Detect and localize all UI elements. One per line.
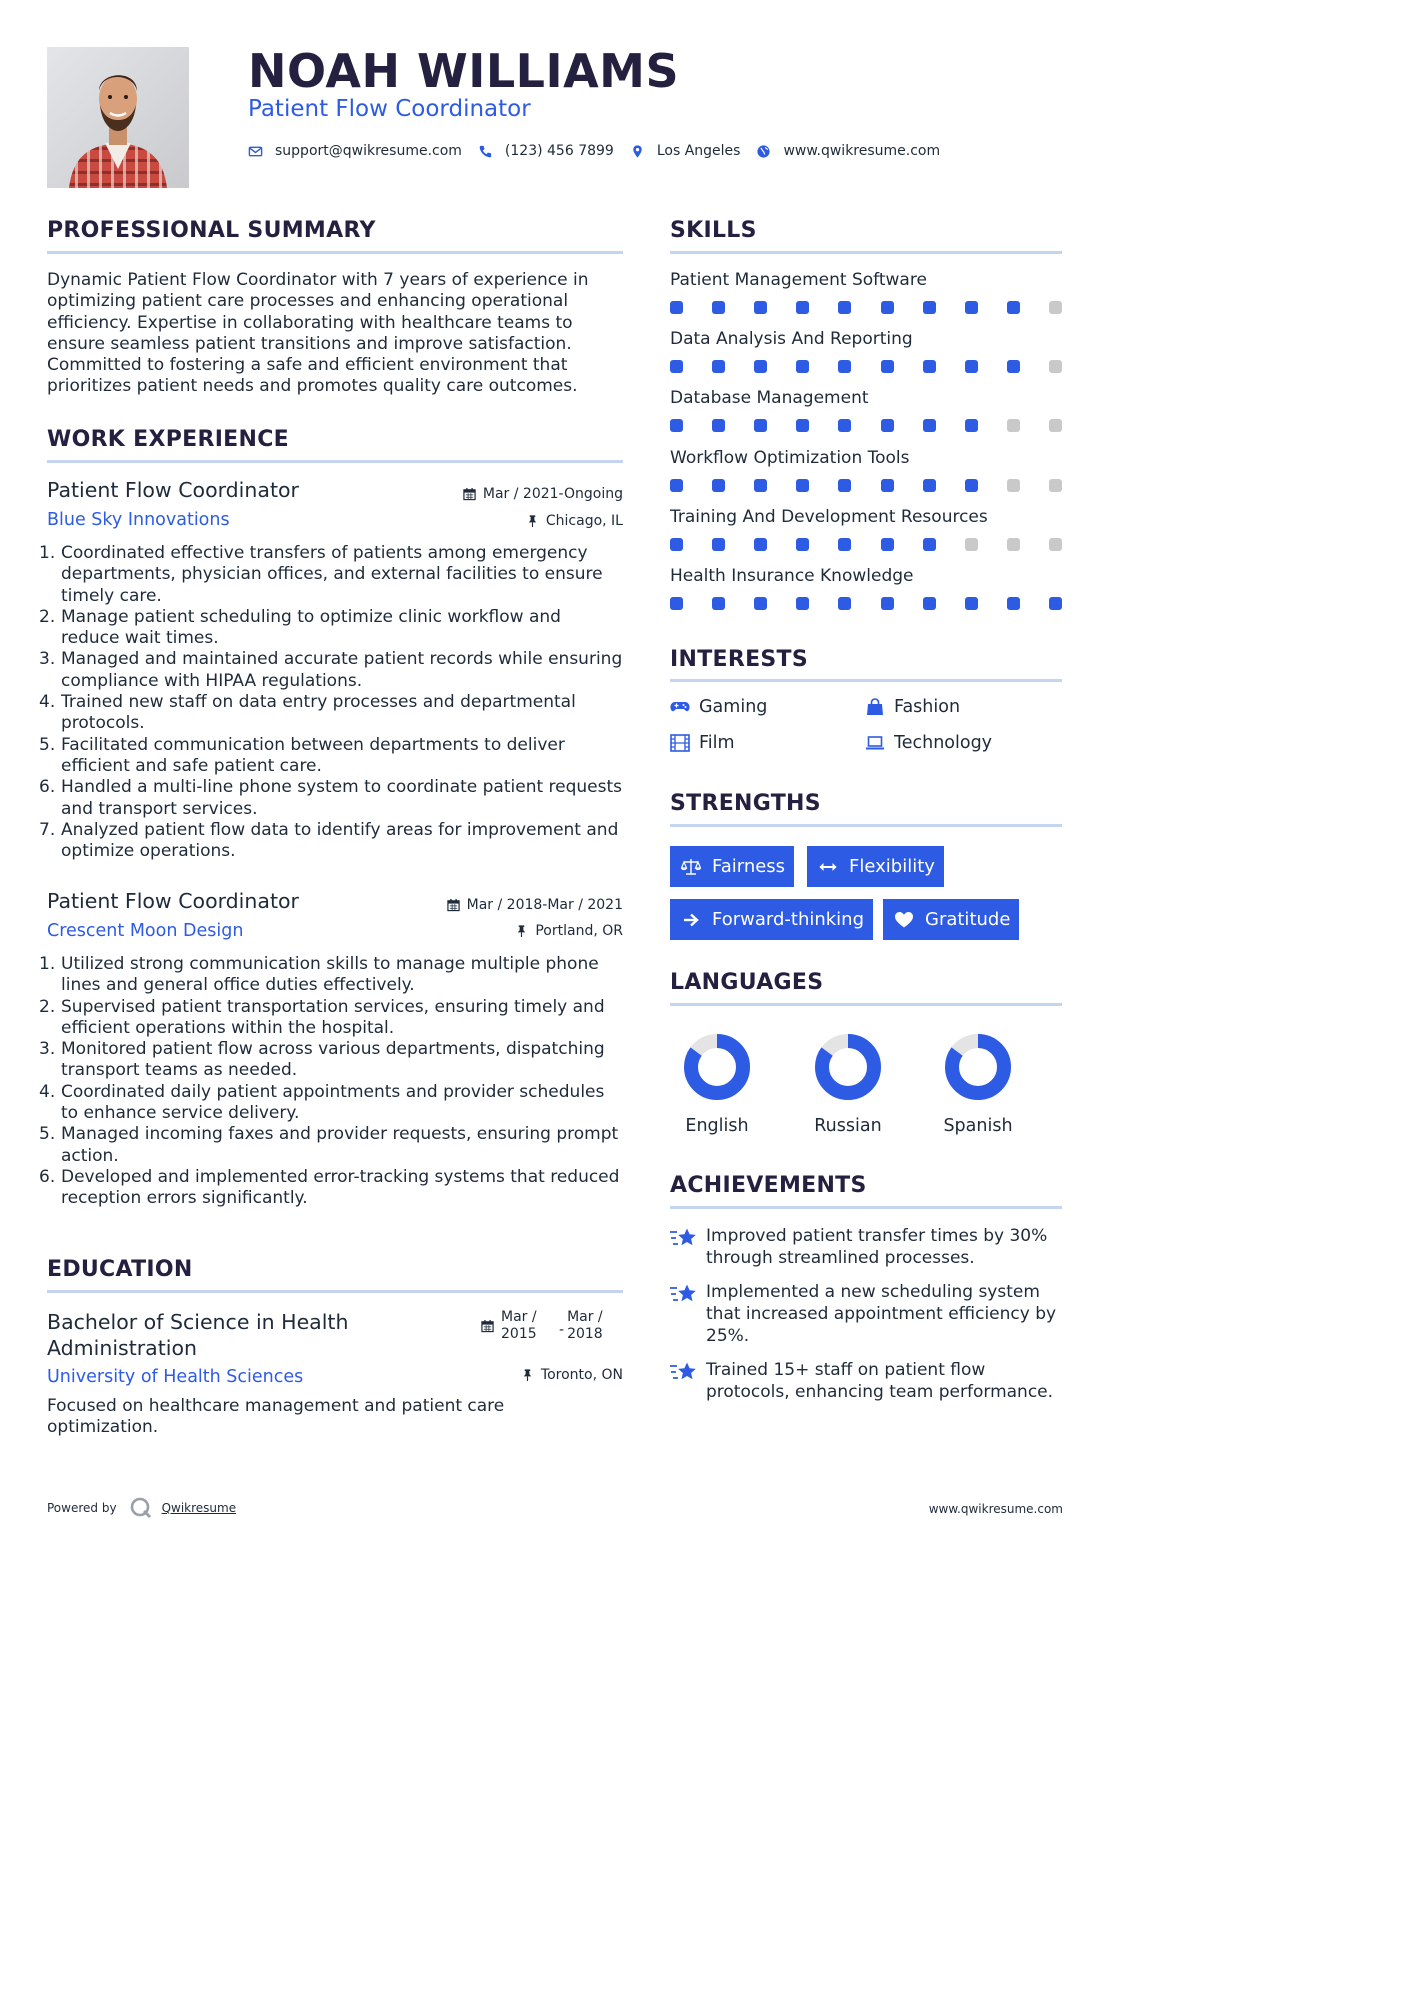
language-name: English [685,1116,749,1136]
strength-badge-flexibility [807,846,944,887]
skills-divider [670,251,1062,254]
rating-dot-empty [965,538,978,551]
phone-text: (123) 456 7899 [504,143,614,159]
rating-dot-filled [1007,301,1020,314]
interest-label: Film [699,733,735,753]
list-item: 5. Facilitated communication between departments to deliver efficient and safe patient care. [39,734,565,776]
rating-dot-filled [965,479,978,492]
skills-heading: SKILLS [670,218,757,243]
phone-icon [478,144,493,159]
experience-heading: WORK EXPERIENCE [47,427,289,452]
job-2-location [515,923,623,939]
contact-phone[interactable] [478,143,614,159]
contact-email[interactable] [248,143,462,159]
strength-badge-forward-thinking [670,899,873,940]
rating-dot-filled [796,538,809,551]
skill-rating [670,479,1062,493]
rating-dot-filled [712,419,725,432]
list-item: 1. Utilized strong communication skills to manage multiple phone lines and general office duties effectively. [39,954,599,996]
rating-dot-empty [1049,360,1062,373]
language-item [672,1032,762,1136]
language-proficiency-ring [682,1032,752,1102]
gamepad-icon [670,698,690,716]
pushpin-icon [521,1368,534,1382]
language-item [803,1032,893,1136]
interest-label: Fashion [894,697,961,717]
interest-film [670,733,735,753]
achievements-heading: ACHIEVEMENTS [670,1173,867,1198]
education-location [521,1367,623,1383]
envelope-icon [248,144,263,159]
list-item: 1. Coordinated effective transfers of patients among emergency departments, physician offices, and external facilities to ensure timely care. [39,543,603,606]
powered-by [47,1496,236,1520]
interest-label: Technology [894,733,993,753]
arrows-horizontal-icon [818,858,838,876]
rating-dot-filled [712,301,725,314]
rating-dot-filled [965,419,978,432]
rating-dot-filled [670,419,683,432]
skill-rating [670,419,1062,433]
job-2-title: Patient Flow Coordinator [47,889,299,913]
shooting-star-icon [670,1227,697,1249]
education-dates [481,1309,609,1343]
profile-photo [47,47,189,188]
strength-label: Fairness [712,856,786,877]
rating-dot-filled [965,360,978,373]
rating-dot-filled [670,360,683,373]
rating-dot-filled [670,597,683,610]
balance-scale-icon [681,858,701,876]
rating-dot-filled [923,301,936,314]
job-1-date-text: Mar / 2021-Ongoing [482,486,623,502]
powered-by-label: Powered by [47,1501,117,1515]
rating-dot-filled [1007,360,1020,373]
interest-fashion [865,697,960,717]
education-end-date: Mar / 2018 [567,1309,603,1342]
list-item: 5. Managed incoming faxes and provider requests, ensuring prompt action. [39,1124,619,1166]
calendar-icon [481,1319,494,1333]
job-2-responsibilities [39,954,623,1210]
interest-label: Gaming [699,697,768,717]
skill-name: Patient Management Software [670,270,927,290]
website-text: www.qwikresume.com [783,143,941,159]
experience-divider [47,460,623,463]
job-2-date-text: Mar / 2018-Mar / 2021 [466,897,623,913]
education-degree: Bachelor of Science in Health Administration [47,1310,349,1360]
laptop-icon [865,734,885,752]
rating-dot-filled [965,301,978,314]
profile-photo-image [47,47,189,188]
summary-text: Dynamic Patient Flow Coordinator with 7 years of experience in optimizing patient care processes and enhancing operational efficiency. Expertise in collaborating with healthcare teams to ensure seamless patient transitions and improve satisfaction. Committed to fostering a safe and efficient environment that prioritizes patient needs and promotes quality care outcomes. [47,270,589,397]
rating-dot-filled [881,479,894,492]
education-school: University of Health Sciences [47,1367,304,1387]
rating-dot-empty [1049,301,1062,314]
rating-dot-filled [796,479,809,492]
rating-dot-filled [754,360,767,373]
education-heading: EDUCATION [47,1257,193,1282]
language-name: Russian [814,1116,882,1136]
contact-location [630,143,741,159]
education-description: Focused on healthcare management and patient care optimization. [47,1396,505,1438]
list-item: 3. Managed and maintained accurate patient records while ensuring compliance with HIPAA regulations. [39,649,623,691]
achievement-text: Trained 15+ staff on patient flow protocols, enhancing team performance. [706,1360,1054,1402]
rating-dot-empty [1049,479,1062,492]
list-item: 2. Supervised patient transportation services, ensuring timely and efficient operations within the hospital. [39,996,605,1038]
rating-dot-filled [754,538,767,551]
calendar-icon [463,487,476,501]
rating-dot-filled [881,419,894,432]
rating-dot-filled [881,301,894,314]
list-item: 6. Handled a multi-line phone system to coordinate patient requests and transport services. [39,777,623,819]
list-item: 3. Monitored patient flow across various departments, dispatching transport teams as needed. [39,1039,605,1081]
achievement-item [670,1359,1070,1403]
rating-dot-filled [796,301,809,314]
list-item: 6. Developed and implemented error-tracking systems that reduced reception errors significantly. [39,1166,620,1209]
email-text: support@qwikresume.com [275,143,462,159]
footer-website-link[interactable]: www.qwikresume.com [928,1502,1063,1516]
language-item [933,1032,1023,1136]
contact-bar [248,141,956,161]
rating-dot-filled [754,301,767,314]
skill-name: Workflow Optimization Tools [670,447,910,468]
list-item: 2. Manage patient scheduling to optimize clinic workflow and reduce wait times. [39,606,561,649]
candidate-role: Patient Flow Coordinator [248,96,531,122]
rating-dot-filled [838,301,851,314]
job-1-location-text: Chicago, IL [545,513,623,529]
job-1-company: Blue Sky Innovations [47,510,230,530]
job-1-responsibilities [39,543,623,862]
rating-dot-filled [712,597,725,610]
summary-heading: PROFESSIONAL SUMMARY [47,218,376,243]
rating-dot-filled [754,419,767,432]
rating-dot-empty [1049,419,1062,432]
achievement-item [670,1281,1070,1347]
job-2-company: Crescent Moon Design [47,921,244,941]
contact-website[interactable] [756,143,940,159]
rating-dot-filled [754,597,767,610]
candidate-name: NOAH WILLIAMS [248,44,680,98]
rating-dot-filled [923,360,936,373]
list-item: 4. Trained new staff on data entry processes and departmental protocols. [39,692,576,734]
rating-dot-empty [1007,479,1020,492]
skill-rating [670,360,1062,374]
rating-dot-filled [838,597,851,610]
rating-dot-filled [965,597,978,610]
rating-dot-filled [796,419,809,432]
strengths-divider [670,824,1062,827]
rating-dot-filled [1007,597,1020,610]
rating-dot-filled [923,538,936,551]
job-1-location [526,513,623,529]
rating-dot-filled [881,597,894,610]
summary-divider [47,251,623,254]
rating-dot-filled [712,538,725,551]
list-item: 7. Analyzed patient flow data to identify areas for improvement and optimize operations. [39,819,619,862]
qwikresume-logo-icon [129,1496,153,1520]
location-text: Los Angeles [656,143,741,159]
rating-dot-filled [796,360,809,373]
skill-name: Training And Development Resources [670,506,988,527]
languages-heading: LANGUAGES [670,970,824,995]
interests-heading: INTERESTS [670,647,808,672]
film-icon [670,734,690,752]
rating-dot-filled [838,360,851,373]
rating-dot-filled [796,597,809,610]
pushpin-icon [526,514,539,528]
list-item: 4. Coordinated daily patient appointments and provider schedules to enhance service delivery. [39,1081,605,1124]
achievements-divider [670,1206,1062,1209]
job-2-date [447,897,623,913]
achievement-text: Improved patient transfer times by 30% through streamlined processes. [706,1226,1048,1268]
globe-icon [756,144,771,159]
rating-dot-filled [1049,597,1062,610]
rating-dot-filled [838,419,851,432]
strengths-heading: STRENGTHS [670,791,821,816]
strength-badge-gratitude [883,899,1019,940]
education-location-text: Toronto, ON [540,1367,623,1383]
rating-dot-filled [670,301,683,314]
strength-label: Gratitude [925,909,1011,930]
skill-rating [670,301,1062,315]
strength-badge-fairness [670,846,794,887]
shooting-star-icon [670,1283,697,1305]
rating-dot-filled [881,360,894,373]
rating-dot-filled [712,360,725,373]
skill-name: Database Management [670,388,869,409]
skill-rating [670,538,1062,552]
language-proficiency-ring [943,1032,1013,1102]
rating-dot-filled [923,419,936,432]
rating-dot-filled [838,538,851,551]
shooting-star-icon [670,1361,697,1383]
job-1-date [463,486,623,502]
strength-label: Forward-thinking [712,909,865,930]
strength-label: Flexibility [849,856,935,877]
language-proficiency-ring [813,1032,883,1102]
job-2-location-text: Portland, OR [535,923,623,939]
map-pin-icon [630,144,645,159]
qwikresume-link[interactable]: Qwikresume [161,1501,237,1515]
achievement-text: Implemented a new scheduling system that increased appointment efficiency by 25%. [706,1282,1057,1346]
languages-divider [670,1003,1062,1006]
rating-dot-empty [1007,419,1020,432]
rating-dot-empty [1049,538,1062,551]
heart-icon [894,911,914,929]
skill-name: Health Insurance Knowledge [670,566,914,586]
education-start-date: Mar / 2015 [501,1309,537,1342]
education-divider [47,1290,623,1293]
pushpin-icon [515,924,528,938]
rating-dot-filled [754,479,767,492]
rating-dot-filled [670,538,683,551]
rating-dot-filled [881,538,894,551]
skill-rating [670,597,1062,611]
job-1-title: Patient Flow Coordinator [47,478,299,502]
interests-divider [670,679,1062,682]
rating-dot-empty [1007,538,1020,551]
rating-dot-filled [712,479,725,492]
arrow-right-icon [681,911,701,929]
achievement-item [670,1225,1070,1269]
language-name: Spanish [943,1116,1013,1136]
rating-dot-filled [838,479,851,492]
rating-dot-filled [923,597,936,610]
interest-technology [865,733,992,753]
shopping-bag-icon [865,698,885,716]
rating-dot-filled [670,479,683,492]
rating-dot-filled [923,479,936,492]
interest-gaming [670,697,767,717]
date-separator: - [559,1322,565,1338]
calendar-icon [447,898,460,912]
skill-name: Data Analysis And Reporting [670,329,913,350]
